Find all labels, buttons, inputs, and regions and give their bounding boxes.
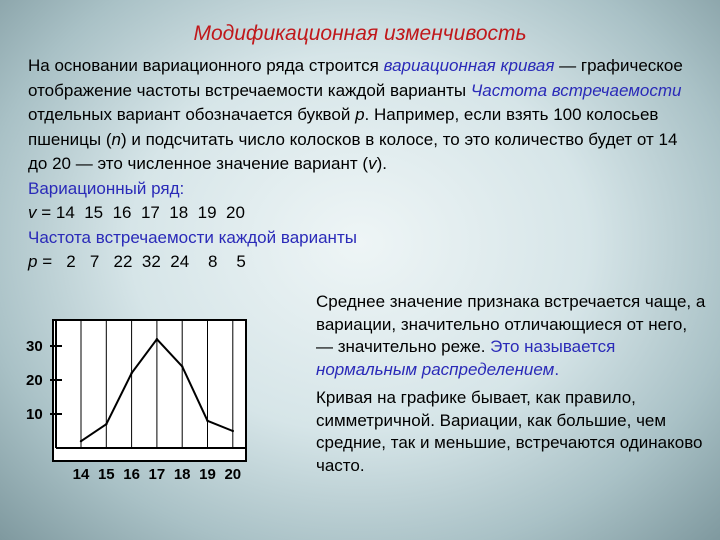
series-heading: Вариационный ряд:	[28, 178, 185, 198]
p-values: = 2 7 22 32 24 8 5	[37, 252, 246, 271]
chart-data-point	[232, 430, 234, 432]
chart-y-tick-label: 30	[26, 338, 43, 355]
letter-n: n	[111, 129, 121, 149]
text-segment: ).	[376, 154, 387, 173]
explanation-paragraph-1	[316, 291, 706, 381]
text-segment: — графическое отображение частоты встречаемости каждой варианты	[28, 56, 683, 100]
chart-data-point	[206, 420, 208, 422]
text-segment: На основании вариационного ряда строится	[28, 56, 384, 75]
chart-x-tick-label: 16	[123, 466, 140, 483]
explanation-paragraph-2: Кривая на графике бывает, как правило, симметричной. Вариации, как большие, чем средние, так и меньшие, встречаются одинаково часто.	[316, 388, 703, 475]
chart-y-tick-label: 10	[26, 406, 43, 423]
p-symbol: p	[28, 252, 38, 271]
slide-title: Модификационная изменчивость	[193, 22, 527, 45]
text-segment: отдельных вариант обозначается буквой	[28, 105, 356, 124]
main-text	[28, 54, 698, 275]
chart-data-point	[156, 338, 158, 340]
p-row	[28, 250, 698, 275]
chart-x-tick-label: 20	[224, 466, 242, 483]
text-segment: Это называется	[490, 337, 616, 356]
chart-data-point	[105, 423, 107, 425]
letter-v: v	[368, 154, 377, 173]
text-segment: ) и подсчитать число колосков в колосе, то это количество будет от 14 до 20 — это численное значение вариант (	[28, 129, 678, 173]
v-values: = 14 15 16 17 18 19 20	[36, 203, 245, 222]
text-segment: Среднее значение признака встречается чаще, а вариации, значительно отличающиеся от него, — значительно реже.	[316, 292, 706, 356]
text-segment: . Например, если взять 100 колосьев пшеницы (	[28, 105, 659, 149]
v-symbol: v	[28, 203, 37, 222]
chart-data-point	[181, 365, 183, 367]
variation-curve-chart	[20, 318, 260, 490]
term-variation-curve: вариационная кривая	[383, 56, 555, 75]
term-normal-distribution: нормальным распределением	[316, 359, 555, 379]
intro-paragraph	[28, 54, 698, 177]
term-frequency: Частота встречаемости	[470, 80, 682, 100]
letter-p: р	[355, 105, 365, 124]
frequency-heading: Частота встречаемости каждой варианты	[28, 227, 357, 247]
chart-data-point	[130, 372, 132, 374]
chart-x-tick-label: 17	[148, 466, 166, 483]
chart-x-tick-label: 14	[72, 466, 90, 483]
chart-x-tick-label: 18	[173, 466, 191, 483]
text-segment: .	[554, 359, 560, 379]
chart-data-point	[80, 440, 82, 442]
chart-y-tick-label: 20	[26, 372, 43, 389]
explanation-text	[316, 291, 706, 477]
chart-x-tick-label: 15	[97, 466, 115, 483]
v-row	[28, 201, 698, 226]
chart-x-tick-label: 19	[199, 466, 216, 483]
